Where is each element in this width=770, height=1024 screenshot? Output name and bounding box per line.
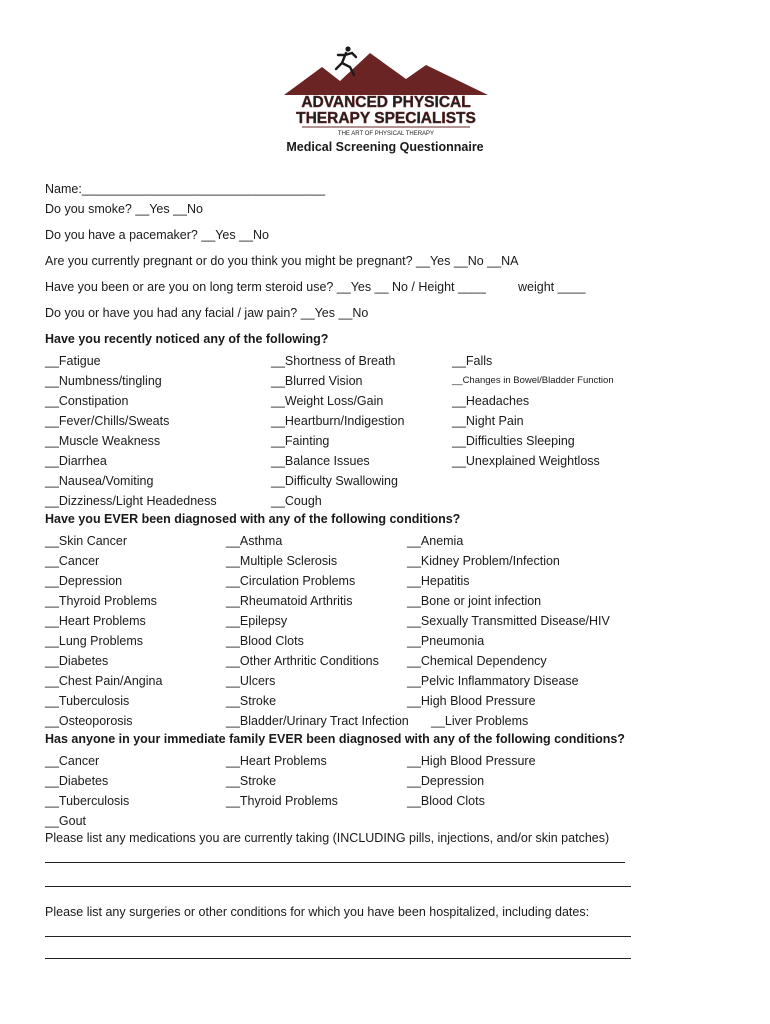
checklist-item[interactable]: __Thyroid Problems bbox=[226, 794, 338, 808]
checklist-item[interactable]: __Fainting bbox=[271, 434, 330, 448]
checklist-item[interactable]: __Ulcers bbox=[226, 674, 276, 688]
checklist-item[interactable]: __Stroke bbox=[226, 694, 277, 708]
family-heading: Has anyone in your immediate family EVER been diagnosed with any of the following conditions? bbox=[45, 732, 625, 746]
runner-figure-icon bbox=[336, 46, 356, 75]
checklist-item[interactable]: __Depression bbox=[407, 774, 485, 788]
checklist-item[interactable]: __Constipation bbox=[45, 394, 129, 408]
checklist-item[interactable]: __High Blood Pressure bbox=[407, 694, 536, 708]
checklist-item[interactable]: __Diarrhea bbox=[45, 454, 107, 468]
checklist-item[interactable]: __Nausea/Vomiting bbox=[45, 474, 154, 488]
checklist-item[interactable]: __Anemia bbox=[407, 534, 464, 548]
checklist-item[interactable]: __Heart Problems bbox=[226, 754, 327, 768]
checklist-item[interactable]: __Bone or joint infection bbox=[407, 594, 542, 608]
checklist-item[interactable]: __Shortness of Breath bbox=[271, 354, 396, 368]
checklist-item[interactable]: __Liver Problems bbox=[431, 714, 529, 728]
checklist-item[interactable]: __Osteoporosis bbox=[45, 714, 133, 728]
logo-line1: ADVANCED PHYSICAL bbox=[301, 94, 471, 111]
checklist-item[interactable]: __Numbness/tingling bbox=[45, 374, 162, 388]
checklist-item[interactable]: __Cancer bbox=[45, 554, 100, 568]
logo-tagline: THE ART OF PHYSICAL THERAPY bbox=[337, 131, 435, 137]
conditions-column-2 bbox=[226, 531, 409, 731]
checklist-item[interactable]: __Weight Loss/Gain bbox=[271, 394, 384, 408]
company-logo bbox=[280, 45, 492, 137]
checklist-item[interactable]: __Diabetes bbox=[45, 654, 109, 668]
family-column-3 bbox=[407, 751, 536, 811]
medications-line-1[interactable] bbox=[45, 862, 625, 863]
weight-field[interactable]: weight ____ bbox=[518, 280, 586, 294]
checklist-item[interactable]: __Fatigue bbox=[45, 354, 101, 368]
checklist-item[interactable]: __Tuberculosis bbox=[45, 794, 130, 808]
checklist-item[interactable]: __Kidney Problem/Infection bbox=[407, 554, 560, 568]
family-column-2 bbox=[226, 751, 338, 811]
checklist-item[interactable]: __Asthma bbox=[226, 534, 283, 548]
checklist-item[interactable]: __Difficulty Swallowing bbox=[271, 474, 398, 488]
checklist-item[interactable]: __Lung Problems bbox=[45, 634, 143, 648]
symptoms-column-1 bbox=[45, 351, 217, 511]
jaw-pain-question[interactable]: Do you or have you had any facial / jaw pain? __Yes __No bbox=[45, 306, 369, 320]
checklist-item[interactable]: __Cough bbox=[271, 494, 322, 508]
smoke-question[interactable]: Do you smoke? __Yes __No bbox=[45, 202, 203, 216]
checklist-item[interactable]: __High Blood Pressure bbox=[407, 754, 536, 768]
checklist-item[interactable]: __Bladder/Urinary Tract Infection bbox=[226, 714, 409, 728]
checklist-item[interactable]: __Headaches bbox=[452, 394, 530, 408]
checklist-item[interactable]: __Blurred Vision bbox=[271, 374, 363, 388]
checklist-item[interactable]: __Muscle Weakness bbox=[45, 434, 161, 448]
steroid-question[interactable]: Have you been or are you on long term steroid use? __Yes __ No / Height ____ bbox=[45, 280, 486, 294]
surgeries-line-2[interactable] bbox=[45, 958, 631, 959]
symptoms-column-3 bbox=[452, 351, 614, 471]
checklist-item[interactable]: __Multiple Sclerosis bbox=[226, 554, 338, 568]
checklist-item[interactable]: __Fever/Chills/Sweats bbox=[45, 414, 170, 428]
checklist-item[interactable]: __Chemical Dependency bbox=[407, 654, 547, 668]
checklist-item[interactable]: __Heart Problems bbox=[45, 614, 146, 628]
checklist-item[interactable]: __Changes in Bowel/Bladder Function bbox=[452, 375, 614, 386]
page-title: Medical Screening Questionnaire bbox=[286, 140, 484, 154]
checklist-item[interactable]: __Heartburn/Indigestion bbox=[271, 414, 405, 428]
conditions-column-1 bbox=[45, 531, 162, 731]
checklist-item[interactable]: __Chest Pain/Angina bbox=[45, 674, 163, 688]
checklist-item[interactable]: __Tuberculosis bbox=[45, 694, 130, 708]
medications-prompt: Please list any medications you are currently taking (INCLUDING pills, injections, and/or skin patches) bbox=[45, 831, 610, 845]
checklist-item[interactable]: __Hepatitis bbox=[407, 574, 470, 588]
checklist-item[interactable]: __Circulation Problems bbox=[226, 574, 356, 588]
checklist-item[interactable]: __Stroke bbox=[226, 774, 277, 788]
surgeries-line-1[interactable] bbox=[45, 936, 631, 937]
checklist-item[interactable]: __Rheumatoid Arthritis bbox=[226, 594, 353, 608]
medications-line-2[interactable] bbox=[45, 886, 631, 887]
family-column-1 bbox=[45, 751, 129, 831]
checklist-item[interactable]: __Skin Cancer bbox=[45, 534, 127, 548]
symptoms-heading: Have you recently noticed any of the following? bbox=[45, 332, 329, 346]
name-field[interactable]: Name:___________________________________ bbox=[45, 182, 326, 196]
checklist-item[interactable]: __Thyroid Problems bbox=[45, 594, 157, 608]
pacemaker-question[interactable]: Do you have a pacemaker? __Yes __No bbox=[45, 228, 269, 242]
checklist-item[interactable]: __Night Pain bbox=[452, 414, 524, 428]
logo-line2: THERAPY SPECIALISTS bbox=[296, 110, 476, 127]
checklist-item[interactable]: __Epilepsy bbox=[226, 614, 288, 628]
logo-mountain bbox=[284, 53, 488, 95]
surgeries-prompt: Please list any surgeries or other conditions for which you have been hospitalized, including dates: bbox=[45, 905, 590, 919]
checklist-item[interactable]: __Blood Clots bbox=[407, 794, 485, 808]
checklist-item[interactable]: __Pneumonia bbox=[407, 634, 485, 648]
checklist-item[interactable]: __Other Arthritic Conditions bbox=[226, 654, 379, 668]
checklist-item[interactable]: __Diabetes bbox=[45, 774, 109, 788]
checklist-item[interactable]: __Blood Clots bbox=[226, 634, 304, 648]
conditions-heading: Have you EVER been diagnosed with any of the following conditions? bbox=[45, 512, 461, 526]
checklist-item[interactable]: __Pelvic Inflammatory Disease bbox=[407, 674, 579, 688]
symptoms-column-2 bbox=[271, 351, 404, 511]
checklist-item[interactable]: __Falls bbox=[452, 354, 493, 368]
checklist-item[interactable]: __Depression bbox=[45, 574, 123, 588]
checklist-item[interactable]: __Unexplained Weightloss bbox=[452, 454, 600, 468]
checklist-item[interactable]: __Dizziness/Light Headedness bbox=[45, 494, 217, 508]
checklist-item[interactable]: __Gout bbox=[45, 814, 87, 828]
checklist-item[interactable]: __Cancer bbox=[45, 754, 100, 768]
pregnant-question[interactable]: Are you currently pregnant or do you think you might be pregnant? __Yes __No __NA bbox=[45, 254, 519, 268]
checklist-item[interactable]: __Balance Issues bbox=[271, 454, 370, 468]
checklist-item[interactable]: __Difficulties Sleeping bbox=[452, 434, 575, 448]
conditions-column-3 bbox=[407, 531, 610, 731]
checklist-item[interactable]: __Sexually Transmitted Disease/HIV bbox=[407, 614, 610, 628]
